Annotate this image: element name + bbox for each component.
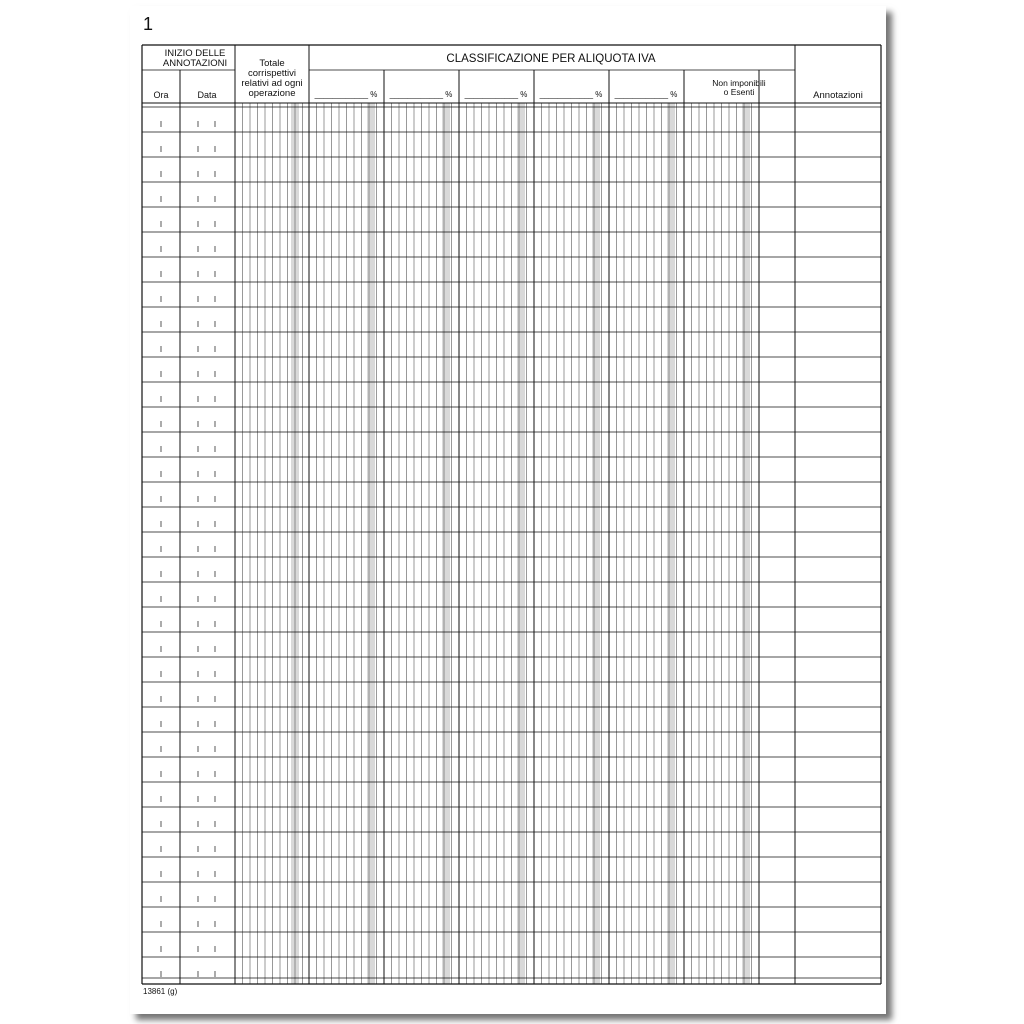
- form-code: 13861 (g): [143, 987, 178, 996]
- header-totale-line1: Totale: [259, 58, 285, 69]
- header-aliquota-4: ____________ %: [539, 90, 603, 99]
- header-inizio-line1: INIZIO DELLE: [164, 48, 226, 59]
- header-totale-line3: relativi ad ogni: [241, 78, 303, 89]
- header-totale-line2: corrispettivi: [247, 68, 297, 79]
- header-ora: Ora: [153, 90, 169, 100]
- shaded-strip: [442, 103, 450, 984]
- header-classificazione: CLASSIFICAZIONE PER ALIQUOTA IVA: [446, 53, 656, 65]
- shaded-strip: [742, 103, 750, 984]
- header-non-imponibili-line2: o Esenti: [723, 87, 755, 97]
- header-aliquota-3: ____________ %: [464, 90, 528, 99]
- header-annotazioni: Annotazioni: [813, 90, 863, 101]
- shaded-strip: [367, 103, 375, 984]
- header-aliquota-2: ____________ %: [389, 90, 453, 99]
- header-aliquota-5: ____________ %: [614, 90, 678, 99]
- header-non-imponibili-line1: Non imponibili: [712, 78, 766, 88]
- header-totale-line4: operazione: [248, 88, 296, 99]
- header-data: Data: [197, 90, 217, 100]
- shaded-strip: [592, 103, 600, 984]
- shaded-strip: [667, 103, 675, 984]
- header-aliquota-1: ____________ %: [314, 90, 378, 99]
- shaded-strip: [517, 103, 525, 984]
- page-number: 1: [143, 14, 154, 34]
- header-inizio-line2: ANNOTAZIONI: [162, 58, 228, 69]
